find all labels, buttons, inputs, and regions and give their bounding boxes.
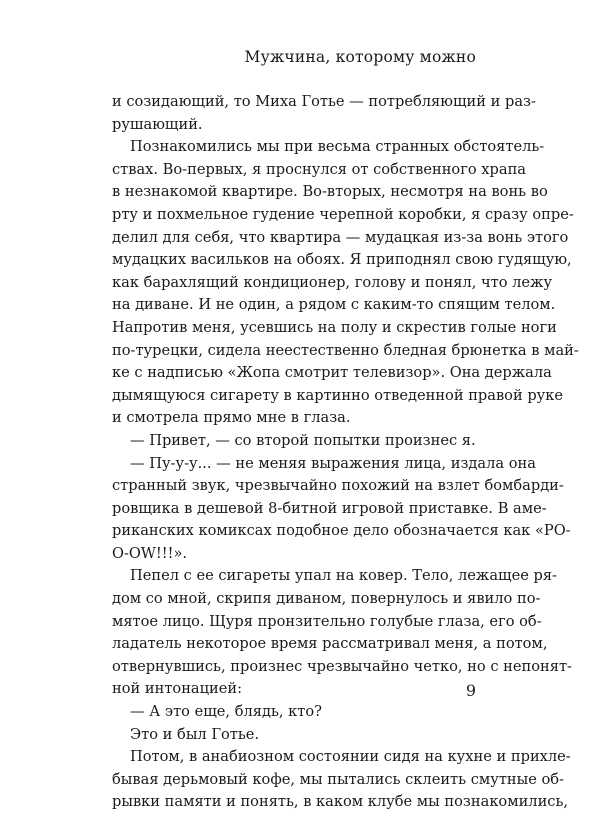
text-line: ке с надписью «Жопа смотрит телевизор». Она держала xyxy=(112,364,552,382)
text-line: странный звук, чрезвычайно похожий на взлет бомбарди- xyxy=(112,477,564,495)
text-line: рывки памяти и понять, в каком клубе мы познакомились, xyxy=(112,793,569,811)
text-line: ладатель некоторое время рассматривал меня, а потом, xyxy=(112,635,548,653)
text-line: в незнакомой квартире. Во-вторых, несмотря на вонь во xyxy=(112,183,548,201)
text-line: рушающий. xyxy=(112,115,203,133)
text-line: дом со мной, скрипя диваном, повернулось и явило по- xyxy=(112,590,541,608)
text-line: Напротив меня, усевшись на полу и скрестив голые ноги xyxy=(112,318,557,336)
text-line: — Пу-у-у... — не меняя выражения лица, издала она xyxy=(130,454,536,472)
body-text xyxy=(112,91,579,814)
page-number: 9 xyxy=(465,681,476,700)
text-line: бывая дерьмовый кофе, мы пытались склеить смутные об- xyxy=(112,770,565,788)
text-line: как барахлящий кондиционер, голову и понял, что лежу xyxy=(112,273,553,291)
text-line: Это и был Готье. xyxy=(130,725,260,743)
text-line: Пепел с ее сигареты упал на ковер. Тело, лежащее ря- xyxy=(130,567,557,585)
text-line: отвернувшись, произнес чрезвычайно четко, но с непонят- xyxy=(112,657,572,675)
text-line: ной интонацией: xyxy=(112,680,243,698)
text-line: и созидающий, то Миха Готье — потребляющий и раз- xyxy=(112,93,536,110)
text-line: — Привет, — со второй попытки произнес я. xyxy=(130,431,476,449)
text-line: на диване. И не один, а рядом с каким-то спящим телом. xyxy=(112,296,556,314)
text-line: — А это еще, блядь, кто? xyxy=(130,703,322,721)
text-line: по-турецки, сидела неестественно бледная брюнетка в май- xyxy=(112,341,579,359)
text-line: риканских комиксах подобное дело обозначается как «РО- xyxy=(112,522,571,540)
text-line: Потом, в анабиозном состоянии сидя на кухне и прихле- xyxy=(130,748,571,766)
running-head: Мужчина, которому можно xyxy=(244,48,476,66)
text-line: делил для себя, что квартира — мудацкая из-за вонь этого xyxy=(112,228,569,246)
text-line: ствах. Во-первых, я проснулся от собственного храпа xyxy=(112,160,526,178)
text-line: Познакомились мы при весьма странных обстоятель- xyxy=(130,138,545,156)
text-line: дымящуюся сигарету в картинно отведенной правой руке xyxy=(112,386,564,404)
text-line: О-OW!!!». xyxy=(112,544,188,562)
text-line: рту и похмельное гудение черепной коробки, я сразу опре- xyxy=(112,205,574,223)
text-line: мятое лицо. Щуря пронзительно голубые глаза, его об- xyxy=(112,612,542,630)
text-line: ровщика в дешевой 8-битной игровой приставке. В аме- xyxy=(112,499,547,517)
text-line: мудацких васильков на обоях. Я приподнял свою гудящую, xyxy=(112,251,572,269)
text-line: и смотрела прямо мне в глаза. xyxy=(112,409,351,427)
